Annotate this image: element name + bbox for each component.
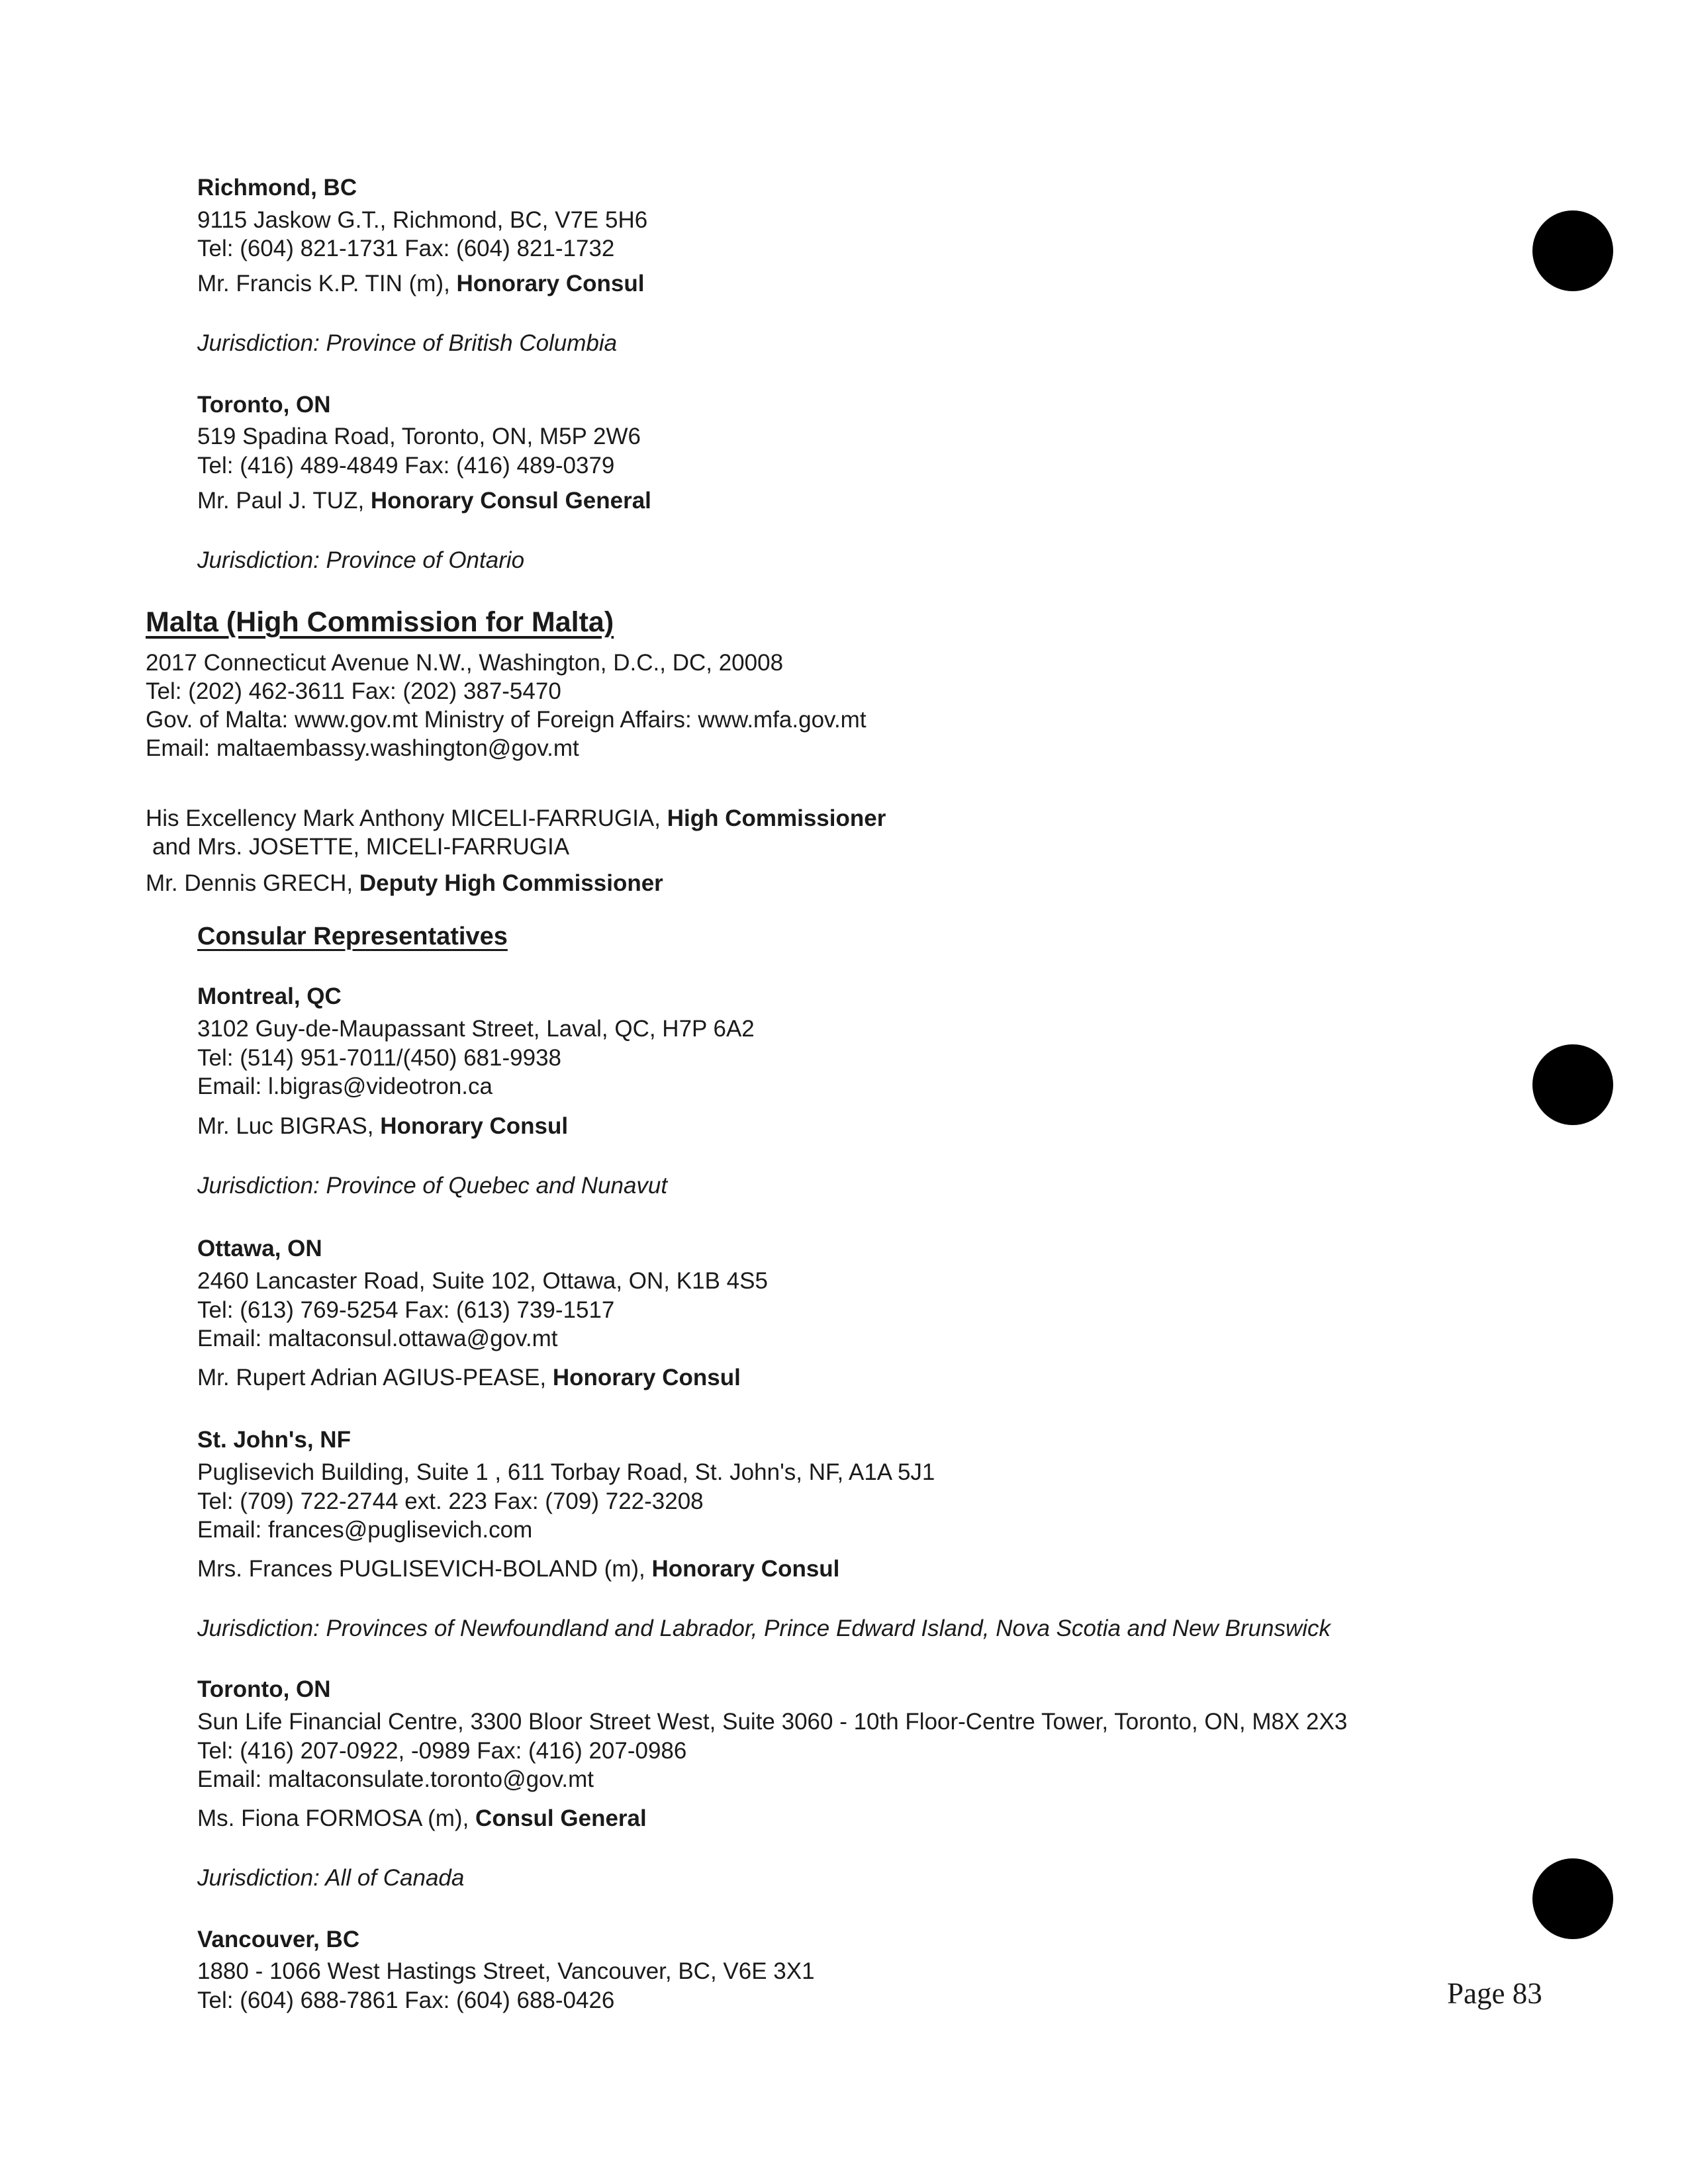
richmond-person: Mr. Francis K.P. TIN (m),: [197, 271, 457, 296]
malta-tel: Tel: (202) 462-3611 Fax: (202) 387-5470: [146, 678, 561, 704]
toronto2-email: Email: maltaconsulate.toronto@gov.mt: [197, 1766, 594, 1792]
stjohns-city: St. John's, NF: [197, 1427, 351, 1453]
richmond-role: Honorary Consul: [456, 271, 645, 296]
toronto2-jurisdiction: Jurisdiction: All of Canada: [197, 1865, 465, 1891]
malta-spouse: and Mrs. JOSETTE, MICELI-FARRUGIA: [152, 834, 570, 860]
richmond-city: Richmond, BC: [197, 175, 357, 201]
punch-hole-top-icon: [1532, 210, 1613, 291]
montreal-city: Montreal, QC: [197, 983, 342, 1009]
toronto2-address: Sun Life Financial Centre, 3300 Bloor Street West, Suite 3060 - 10th Floor-Centre Tower, Toronto, ON, M8X 2X3: [197, 1709, 1348, 1735]
toronto1-role: Honorary Consul General: [370, 488, 651, 514]
toronto2-contact: [197, 1804, 647, 1833]
stjohns-jurisdiction: Jurisdiction: Provinces of Newfoundland and Labrador, Prince Edward Island, Nova Scotia and New Brunswick: [197, 1615, 1331, 1641]
punch-hole-bottom-icon: [1532, 1858, 1613, 1939]
richmond-contact: [197, 269, 644, 298]
montreal-tel: Tel: (514) 951-7011/(450) 681-9938: [197, 1045, 562, 1071]
toronto1-city: Toronto, ON: [197, 392, 331, 418]
malta-web: Gov. of Malta: www.gov.mt Ministry of Foreign Affairs: www.mfa.gov.mt: [146, 707, 867, 733]
stjohns-person: Mrs. Frances PUGLISEVICH-BOLAND (m),: [197, 1556, 652, 1582]
deputy-person: Mr. Dennis GRECH,: [146, 870, 359, 896]
stjohns-address: Puglisevich Building, Suite 1 , 611 Torbay Road, St. John's, NF, A1A 5J1: [197, 1459, 935, 1485]
richmond-jurisdiction: Jurisdiction: Province of British Columbia: [197, 330, 618, 356]
toronto1-person: Mr. Paul J. TUZ,: [197, 488, 371, 514]
montreal-contact: [197, 1112, 568, 1141]
ottawa-tel: Tel: (613) 769-5254 Fax: (613) 739-1517: [197, 1297, 615, 1323]
ottawa-address: 2460 Lancaster Road, Suite 102, Ottawa, ON, K1B 4S5: [197, 1268, 768, 1294]
malta-heading: Malta (High Commission for Malta): [146, 606, 614, 638]
stjohns-role: Honorary Consul: [651, 1556, 840, 1582]
page-number: Page 83: [1447, 1977, 1542, 2010]
ottawa-contact: [197, 1363, 741, 1392]
montreal-jurisdiction: Jurisdiction: Province of Quebec and Nunavut: [197, 1173, 668, 1199]
montreal-person: Mr. Luc BIGRAS,: [197, 1113, 381, 1139]
toronto2-tel: Tel: (416) 207-0922, -0989 Fax: (416) 207-0986: [197, 1738, 687, 1764]
toronto2-city: Toronto, ON: [197, 1676, 331, 1702]
toronto2-role: Consul General: [475, 1805, 647, 1831]
stjohns-email: Email: frances@puglisevich.com: [197, 1517, 533, 1543]
richmond-address: 9115 Jaskow G.T., Richmond, BC, V7E 5H6: [197, 207, 648, 233]
malta-email: Email: maltaembassy.washington@gov.mt: [146, 735, 579, 761]
ottawa-role: Honorary Consul: [552, 1365, 741, 1390]
toronto1-tel: Tel: (416) 489-4849 Fax: (416) 489-0379: [197, 453, 615, 478]
deputy-role: Deputy High Commissioner: [359, 870, 663, 896]
punch-hole-middle-icon: [1532, 1044, 1613, 1125]
vancouver-tel: Tel: (604) 688-7861 Fax: (604) 688-0426: [197, 1987, 615, 2013]
hc-person: His Excellency Mark Anthony MICELI-FARRUGIA,: [146, 805, 667, 831]
ottawa-city: Ottawa, ON: [197, 1236, 322, 1261]
stjohns-contact: [197, 1555, 839, 1584]
vancouver-address: 1880 - 1066 West Hastings Street, Vancouver, BC, V6E 3X1: [197, 1958, 815, 1984]
ottawa-email: Email: maltaconsul.ottawa@gov.mt: [197, 1326, 558, 1351]
vancouver-city: Vancouver, BC: [197, 1927, 360, 1952]
toronto1-contact: [197, 486, 651, 516]
toronto2-person: Ms. Fiona FORMOSA (m),: [197, 1805, 476, 1831]
montreal-email: Email: l.bigras@videotron.ca: [197, 1073, 492, 1099]
montreal-role: Honorary Consul: [380, 1113, 569, 1139]
ottawa-person: Mr. Rupert Adrian AGIUS-PEASE,: [197, 1365, 553, 1390]
stjohns-tel: Tel: (709) 722-2744 ext. 223 Fax: (709) 722-3208: [197, 1488, 704, 1514]
malta-high-commissioner: [146, 804, 886, 833]
hc-role: High Commissioner: [667, 805, 886, 831]
malta-deputy: [146, 869, 663, 898]
montreal-address: 3102 Guy-de-Maupassant Street, Laval, QC, H7P 6A2: [197, 1016, 755, 1042]
malta-address: 2017 Connecticut Avenue N.W., Washington, D.C., DC, 20008: [146, 650, 784, 676]
richmond-tel: Tel: (604) 821-1731 Fax: (604) 821-1732: [197, 236, 615, 261]
toronto1-jurisdiction: Jurisdiction: Province of Ontario: [197, 547, 525, 573]
consular-heading: Consular Representatives: [197, 923, 508, 950]
toronto1-address: 519 Spadina Road, Toronto, ON, M5P 2W6: [197, 424, 641, 449]
